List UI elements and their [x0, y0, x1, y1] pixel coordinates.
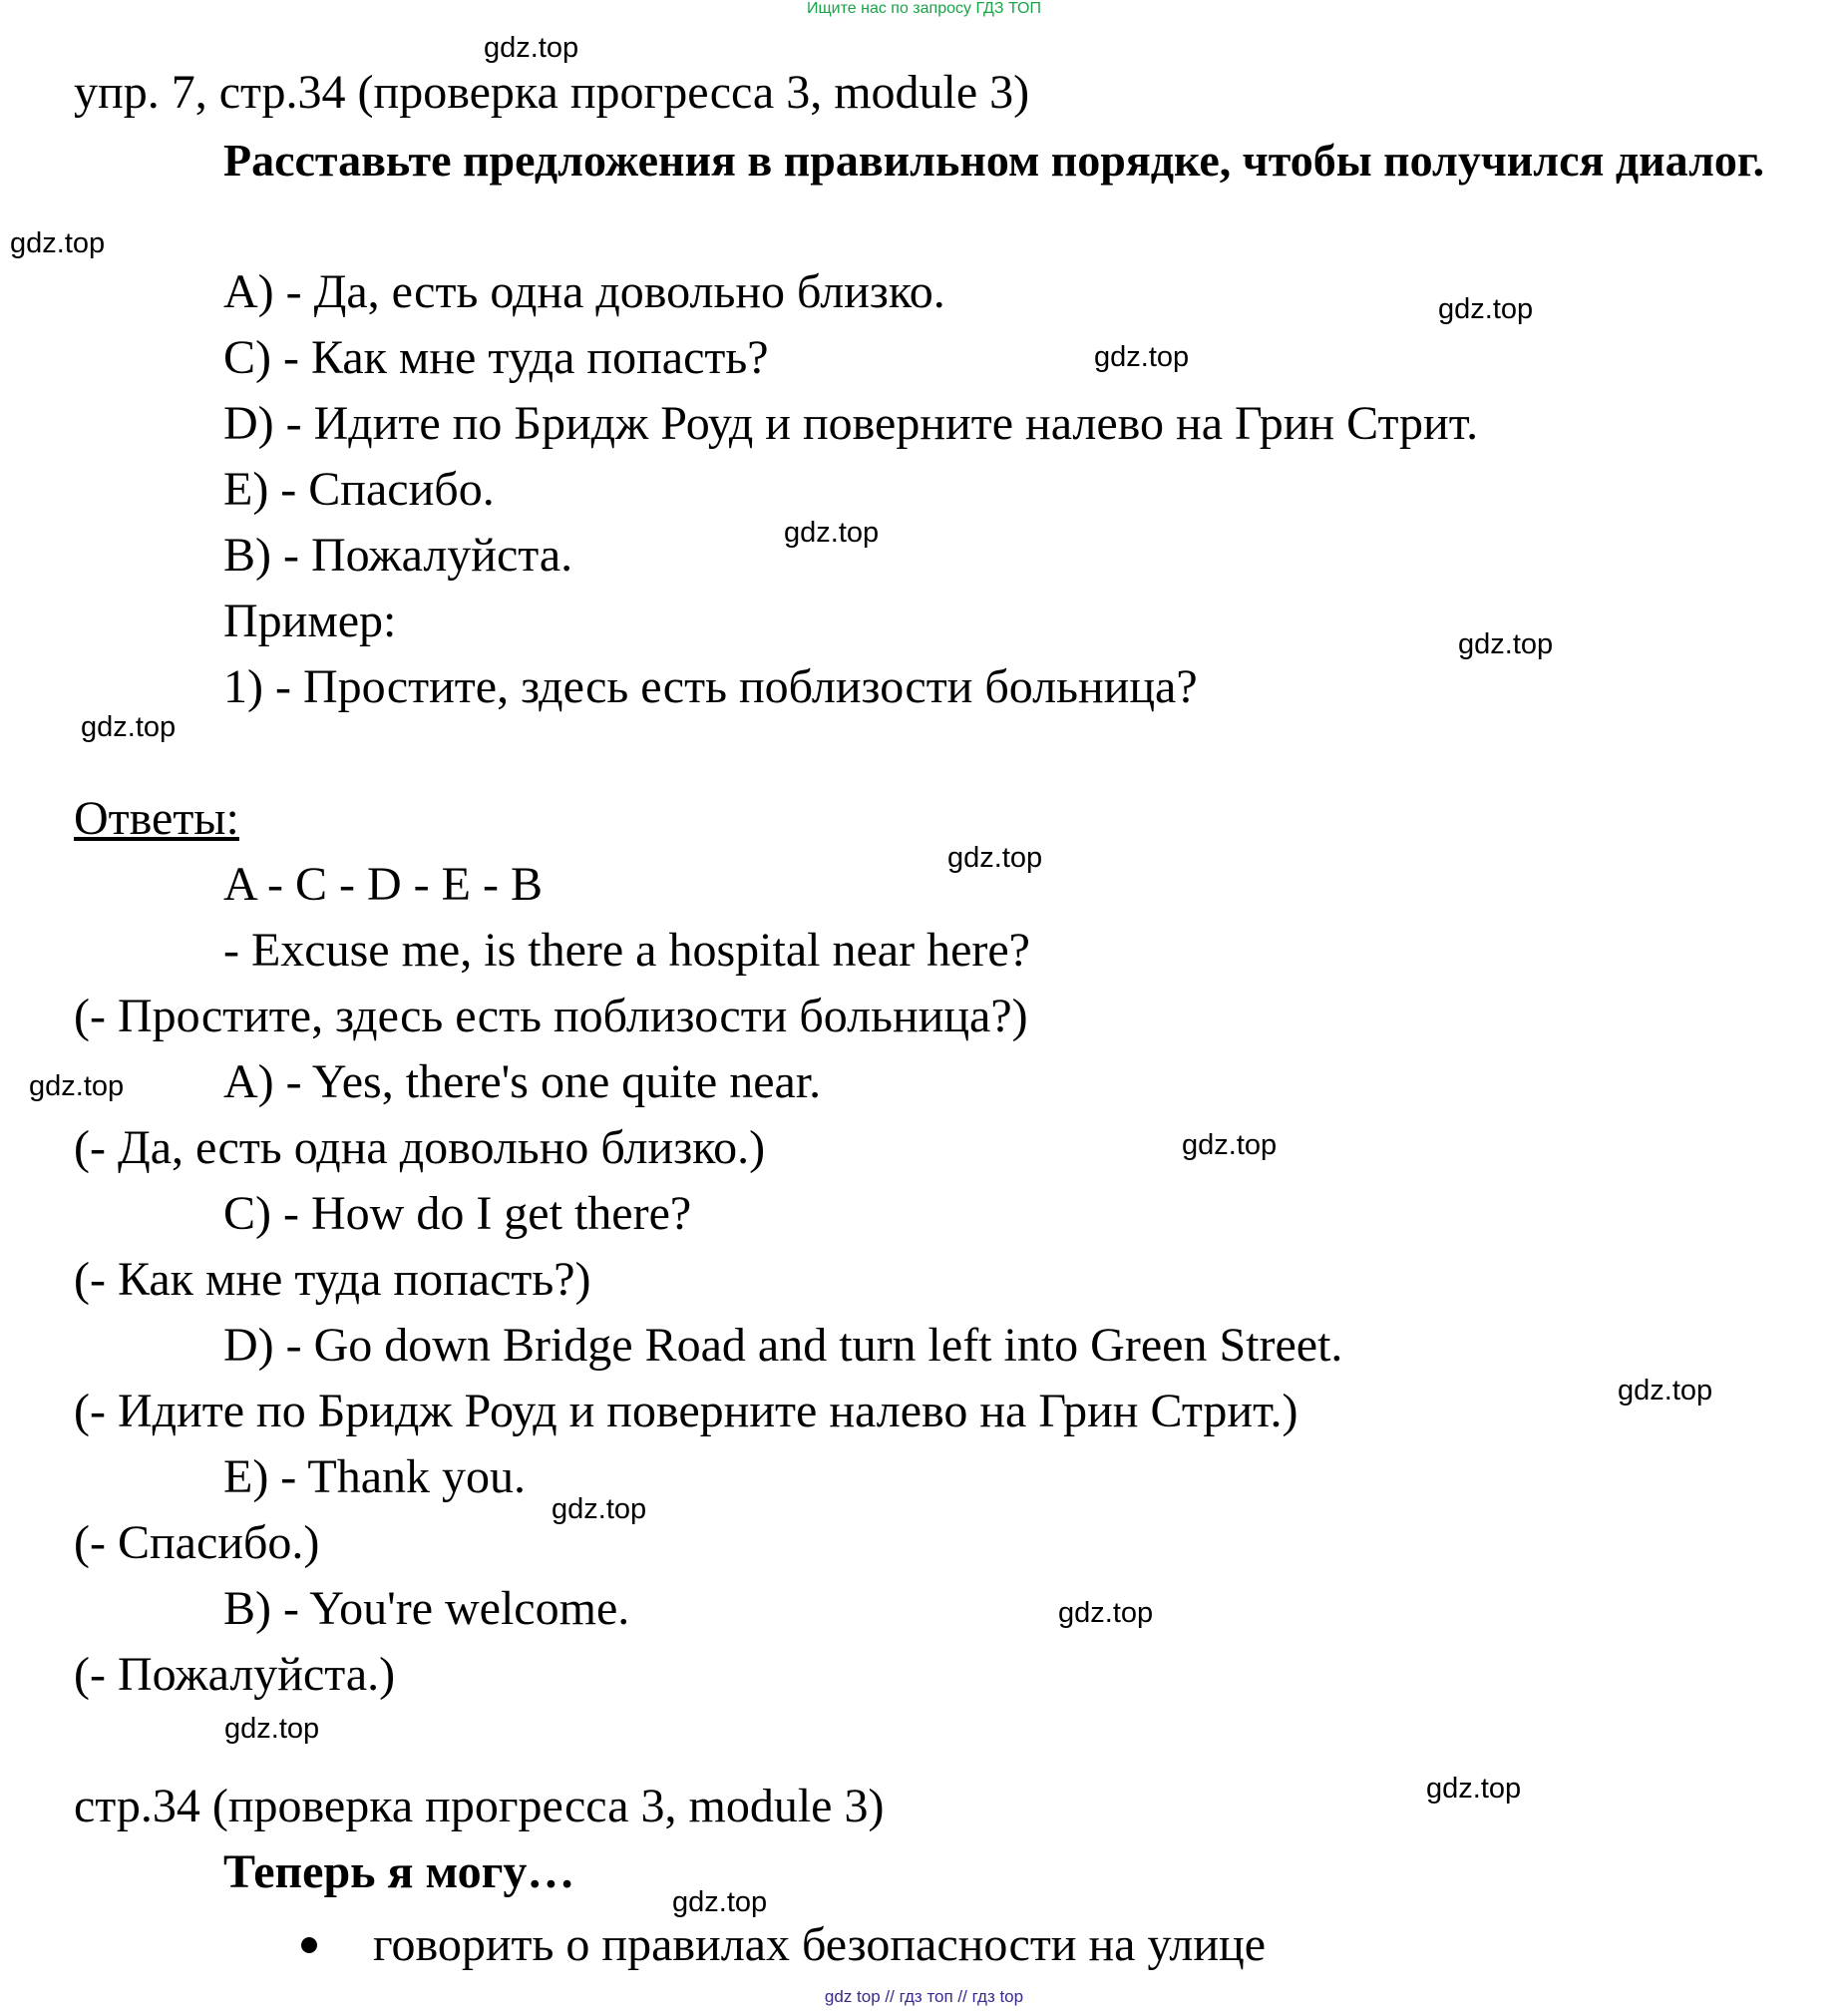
watermark: gdz.top — [1094, 341, 1190, 373]
answer-line: E) - Thank you. — [223, 1450, 527, 1503]
example-line: 1) - Простите, здесь есть поблизости больница? — [223, 660, 1198, 713]
answer-line: A) - Yes, there's one quite near. — [223, 1055, 822, 1108]
watermark: gdz.top — [784, 517, 880, 549]
answer-line: D) - Go down Bridge Road and turn left into Green Street. — [223, 1319, 1343, 1372]
watermark: gdz.top — [224, 1713, 320, 1745]
task-line: D) - Идите по Бридж Роуд и поверните налево на Грин Стрит. — [223, 397, 1479, 450]
watermark: gdz.top — [1182, 1129, 1278, 1161]
answer-line: C) - How do I get there? — [223, 1187, 692, 1240]
watermark: gdz.top — [81, 711, 177, 743]
task-line: E) - Спасибо. — [223, 463, 495, 516]
task-line: A) - Да, есть одна довольно близко. — [223, 265, 945, 318]
top-banner: Ищите нас по запросу ГДЗ ТОП — [807, 0, 1041, 17]
task-line: C) - Как мне туда попасть? — [223, 331, 769, 384]
answer-line: - Excuse me, is there a hospital near here? — [223, 924, 1030, 977]
section2-bullet: говорить о правилах безопасности на улице — [373, 1918, 1267, 1971]
watermark: gdz.top — [10, 227, 106, 259]
watermark: gdz.top — [672, 1886, 768, 1918]
watermark: gdz.top — [484, 32, 579, 64]
watermark: gdz.top — [29, 1070, 125, 1102]
answer-translation: (- Спасибо.) — [74, 1516, 320, 1569]
task-line: B) - Пожалуйста. — [223, 529, 573, 582]
watermark: gdz.top — [552, 1493, 647, 1525]
watermark: gdz.top — [1438, 293, 1534, 325]
answer-translation: (- Простите, здесь есть поблизости больница?) — [74, 990, 1028, 1042]
answer-order: A - C - D - E - B — [223, 858, 543, 911]
answer-translation: (- Как мне туда попасть?) — [74, 1253, 591, 1306]
answer-line: B) - You're welcome. — [223, 1582, 630, 1635]
watermark: gdz.top — [1618, 1375, 1713, 1407]
instruction: Расставьте предложения в правильном порядке, чтобы получился диалог. — [223, 135, 1765, 186]
answer-translation: (- Пожалуйста.) — [74, 1648, 396, 1701]
section2-header: стр.34 (проверка прогресса 3, module 3) — [74, 1780, 885, 1832]
watermark: gdz.top — [1458, 628, 1554, 660]
watermark: gdz.top — [1426, 1773, 1522, 1805]
bottom-banner: gdz top // гдз топ // гдз top — [824, 1987, 1024, 2006]
section2-title: Теперь я могу… — [223, 1845, 575, 1898]
watermark: gdz.top — [947, 842, 1043, 874]
bullet-icon — [301, 1937, 317, 1953]
watermark: gdz.top — [1058, 1597, 1154, 1629]
answer-translation: (- Да, есть одна довольно близко.) — [74, 1121, 766, 1174]
answer-translation: (- Идите по Бридж Роуд и поверните налево на Грин Стрит.) — [74, 1385, 1298, 1437]
example-label: Пример: — [223, 595, 397, 647]
exercise-header: упр. 7, стр.34 (проверка прогресса 3, module 3) — [74, 66, 1030, 119]
answers-label: Ответы: — [74, 792, 239, 845]
